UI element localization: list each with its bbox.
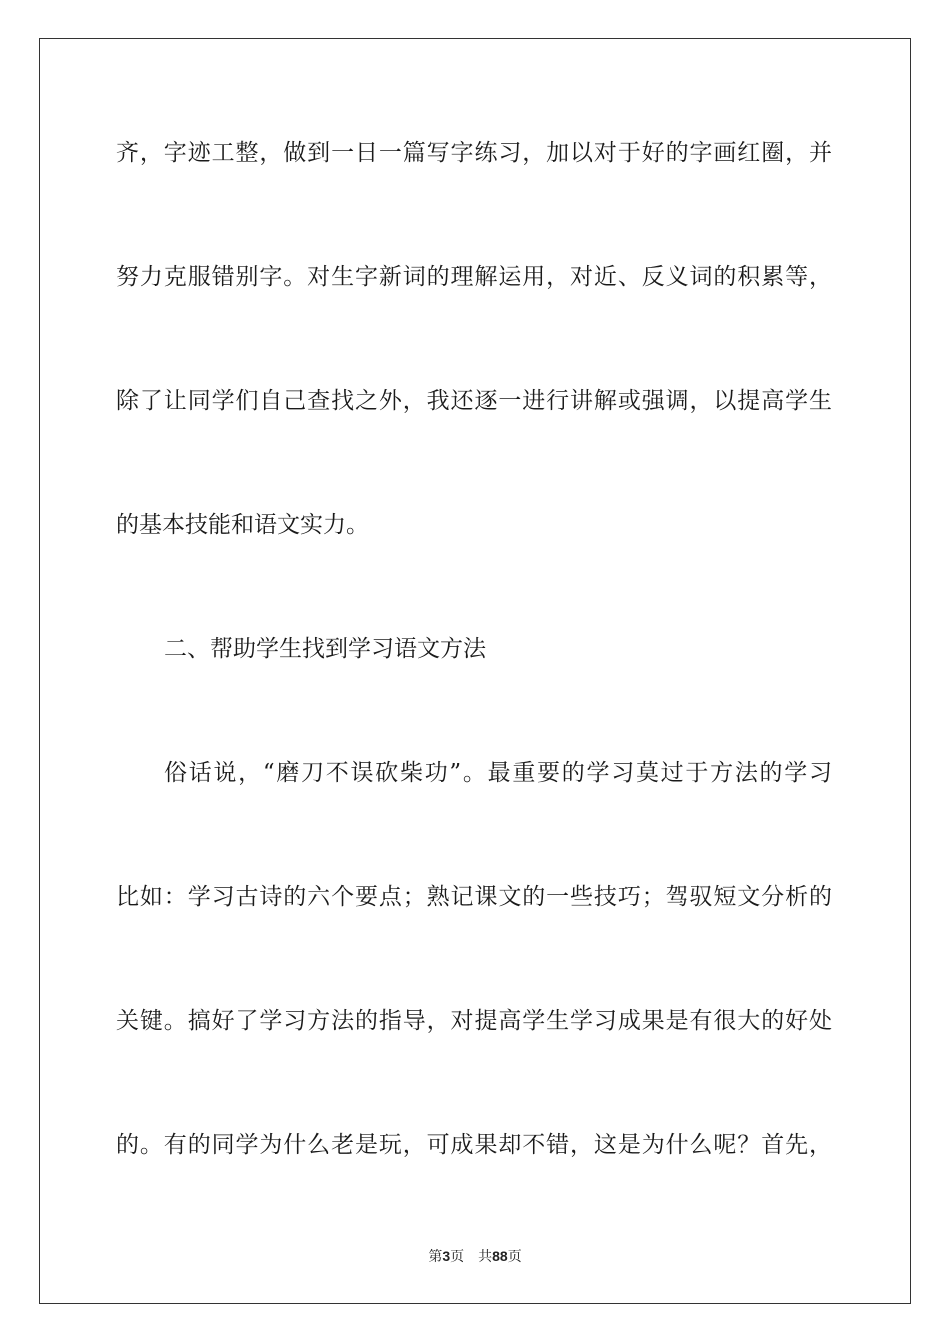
- footer-total-pages: 88: [492, 1248, 508, 1264]
- body-line-8: 关键。搞好了学习方法的指导，对提高学生学习成果是有很大的好处: [116, 1008, 832, 1034]
- footer-page-number: 3: [442, 1248, 451, 1264]
- body-line-7: 比如：学习古诗的六个要点；熟记课文的一些技巧；驾驭短文分析的: [116, 884, 832, 910]
- body-line-6: 俗话说，“磨刀不误砍柴功”。最重要的学习莫过于方法的学习: [164, 760, 832, 786]
- body-line-9: 的。有的同学为什么老是玩，可成果却不错，这是为什么呢？首先，: [116, 1132, 832, 1158]
- footer-total-suffix: 页: [507, 1249, 522, 1265]
- footer-total-prefix: 共: [478, 1249, 493, 1265]
- footer-prefix: 第: [428, 1249, 443, 1265]
- section-heading: 二、帮助学生找到学习语文方法: [164, 636, 486, 662]
- body-line-1: 齐，字迹工整，做到一日一篇写字练习，加以对于好的字画红圈，并: [116, 140, 832, 166]
- body-line-2: 努力克服错别字。对生字新词的理解运用，对近、反义词的积累等，: [116, 264, 832, 290]
- body-line-4: 的基本技能和语文实力。: [116, 512, 369, 538]
- footer-page-suffix: 页: [450, 1249, 465, 1265]
- page-footer: [0, 1246, 950, 1267]
- page-frame: [39, 38, 911, 1304]
- body-line-3: 除了让同学们自己查找之外，我还逐一进行讲解或强调，以提高学生: [116, 388, 832, 414]
